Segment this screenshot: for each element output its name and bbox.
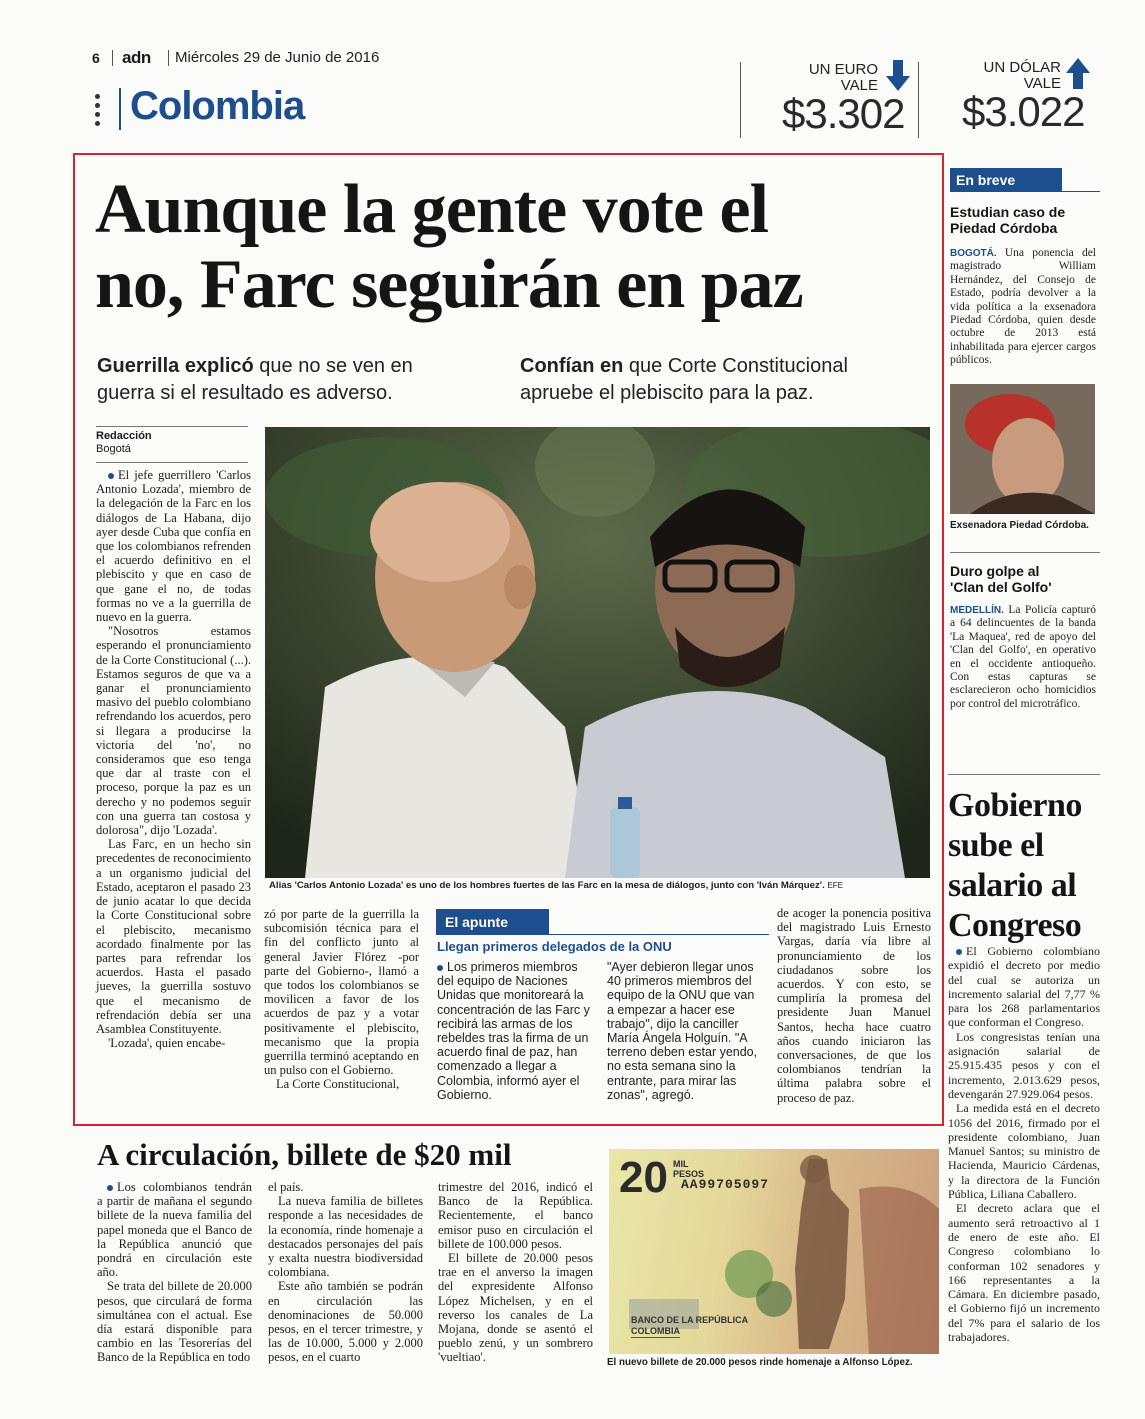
- deck-left-line1: que no se ven en: [253, 355, 413, 377]
- bullet-icon: [107, 1185, 113, 1191]
- billete-mil: MIL: [673, 1159, 689, 1169]
- paragraph: Los colombianos tendrán a partir de mañana el segundo billete de la nueva familia del papel moneda que el Banco de la República anunció que pondrá en circulación este año.: [97, 1180, 252, 1280]
- photo-caption: [269, 880, 929, 891]
- dolar-label-line1: UN DÓLAR: [983, 59, 1061, 76]
- billete-bank-line2: COLOMBIA: [631, 1326, 680, 1336]
- paragraph: El Gobierno colombiano expidió el decreto por medio del cual se autoriza un incremento salarial del 7,77 % para los 268 parlamentarios que conforman el Congreso.: [948, 944, 1100, 1030]
- billete-unit: [673, 1159, 704, 1179]
- billete-denomination: 20: [619, 1153, 668, 1202]
- section-title: Colombia: [130, 84, 305, 128]
- paragraph: Las Farc, en un hecho sin precedentes de reconocimiento a un organismo judicial del Estado, aceptaron el pasado 23 de junio acatar lo que decida la Corte Constitucional sobre el plebiscito, mecanismo acordado finalmente por las partes para refrendar los acuerdos. Hasta el pasado jueves, la guerrilla sostuvo que el mecanismo de refrendación debía ser una Asamblea Constituyente.: [96, 837, 251, 1036]
- congreso-headline-line: salario al: [948, 867, 1077, 904]
- paragraph: Los congresistas tenían una asignación salarial de 25.915.435 pesos y con el incremento, 2.013.629 pesos, devengarán 27.929.064 pesos.: [948, 1029, 1100, 1101]
- billete-pesos: PESOS: [673, 1169, 705, 1179]
- section-divider: [119, 88, 121, 130]
- paragraph: La nueva familia de billetes responde a las necesidades de la economía, rinde homenaje a destacados personajes del país y exalta nuestra biodiversidad colombiana.: [268, 1194, 423, 1280]
- deck-right: [520, 353, 935, 407]
- arrow-up-icon: [1066, 58, 1090, 90]
- billete-caption: El nuevo billete de 20.000 pesos rinde homenaje a Alfonso López.: [607, 1357, 913, 1368]
- deck-right-line2: apruebe el plebiscito para la paz.: [520, 382, 814, 404]
- brief2-headline-line1: Duro golpe al: [950, 563, 1040, 579]
- photo-caption-text: Alias 'Carlos Antonio Lozada' es uno de los hombres fuertes de las Farc en la mesa de diálogos, junto con 'Iván Márquez'.: [269, 880, 825, 891]
- congreso-body: [948, 944, 1100, 1344]
- byline-author: Redacción: [96, 430, 152, 442]
- bullet-icon: [108, 473, 114, 479]
- piedad-photo: [950, 384, 1095, 514]
- congreso-headline-line: Gobierno: [948, 787, 1082, 824]
- bottom-col3: [438, 1180, 593, 1365]
- main-headline-line2: no, Farc seguirán en paz: [95, 246, 803, 323]
- brief1-headline: [950, 204, 1100, 236]
- sidebar-divider: [948, 774, 1100, 775]
- brief1-location: BOGOTÁ.: [950, 248, 997, 259]
- paragraph: el país.: [268, 1180, 304, 1194]
- apunte-tag: El apunte: [436, 909, 549, 935]
- main-col3: [777, 906, 931, 1105]
- byline-rule: [96, 462, 248, 463]
- apunte-rule: [549, 934, 769, 935]
- paragraph: El decreto aclara que el aumento será retroactivo al 1 de enero de este año. El Congreso colombiano lo conforman 102 senadores y 166 representantes a la Cámara. En diciembre pasado, el Gobierno fijó un incremento del 7% para el salario de los trabajadores.: [948, 1201, 1100, 1345]
- paragraph: La Corte Constitucional,: [276, 1077, 400, 1092]
- brief1-headline-line1: Estudian caso de: [950, 204, 1066, 220]
- brief1-text: [950, 247, 1096, 368]
- main-col1: [96, 468, 251, 1050]
- euro-label-line1: UN EURO: [808, 61, 878, 78]
- currency-divider: [740, 62, 741, 138]
- brief2-text: [950, 604, 1096, 711]
- brief2-headline-line2: 'Clan del Golfo': [950, 579, 1052, 595]
- apunte-col-b: [607, 960, 762, 1102]
- brief2-headline: [950, 563, 1100, 595]
- paragraph: Este año también se podrán en circulación las denominaciones de 50.000 pesos, en el tercer trimestre, y las de 10.000, 5.000 y 2.000 pesos, en el cuarto: [268, 1279, 423, 1365]
- paragraph: zó por parte de la guerrilla la subcomisión técnica para el fin del conflicto junto al general Javier Flórez -por parte del Gobierno-, llamó a que todos los colombianos se movilicen a favor de los acuerdos de paz y a votar positivamente el plebiscito, mecanismo que la propia guerrilla terminó aceptando en un pulso con el Gobierno.: [264, 907, 419, 1078]
- deck-right-line1: que Corte Constitucional: [623, 355, 848, 377]
- euro-label-line2: VALE: [840, 77, 878, 94]
- main-col2: [264, 907, 419, 1092]
- bottom-col1: [97, 1180, 252, 1365]
- piedad-photo-image: [950, 384, 1095, 514]
- euro-value: $3.302: [782, 90, 905, 137]
- deck-left-bold: Guerrilla explicó: [97, 355, 254, 377]
- billete-image: [609, 1149, 939, 1354]
- brand-logo: adn: [122, 48, 151, 67]
- congreso-headline: [948, 786, 1098, 946]
- bullet-icon: [956, 949, 962, 955]
- deck-left: [97, 353, 512, 407]
- brief2-body: La Policía capturó a 64 delincuentes de la banda 'La Maquea', red de apoyo del 'Clan del Golfo', en operativo en el occidente antioqueño. Con estas capturas se esclarecieron ocho homicidios por control del microtráfico.: [950, 604, 1096, 710]
- brief1-body: Una ponencia del magistrado William Hernández, del Consejo de Estado, podría devolver a la vida política a la exsenadora Piedad Córdoba, quien desde octubre de 2013 está inhabilitada para ejercer cargos públicos.: [950, 247, 1096, 367]
- paragraph: Los primeros miembros del equipo de Naciones Unidas que monitoreará la concentración de las Farc y recibirá las armas de los rebeldes tras la firma de un acuerdo final de paz, han comenzado a llegar a Colombia, informó ayer el Gobierno.: [437, 960, 590, 1102]
- deck-left-line2: guerra si el resultado es adverso.: [97, 382, 393, 404]
- paragraph: La medida está en el decreto 1056 del 2016, firmado por el presidente colombiano, Juan Manuel Santos; su ministro de Hacienda, Mauricio Cárdenas, y la directora de la Función Pública, Liliana Caballero.: [948, 1101, 1100, 1202]
- billete-serial: AA99705097: [681, 1177, 770, 1192]
- bottom-headline: A circulación, billete de $20 mil: [97, 1137, 512, 1172]
- deck-right-bold: Confían en: [520, 355, 624, 377]
- brief1-headline-line2: Piedad Córdoba: [950, 220, 1058, 236]
- main-headline-line1: Aunque la gente vote el: [95, 171, 769, 248]
- billete-bank-line1: BANCO DE LA REPÚBLICA: [631, 1315, 749, 1325]
- bullet-icon: [437, 965, 443, 971]
- header-divider: [168, 50, 169, 66]
- apunte-col-a: [437, 960, 592, 1102]
- paragraph: "Ayer debieron llegar unos 40 primeros miembros del equipo de la ONU que van a empezar a hacer ese trabajo", dijo la canciller María Ángela Holguín. "A terreno deben estar yendo, no esta semana sino la entrante, para mirar las zonas", agregó.: [607, 960, 758, 1102]
- bottom-col2: [268, 1180, 423, 1365]
- paragraph: trimestre del 2016, indicó el Banco de la República. Recientemente, el banco emisor puso en circulación el billete de 100.000 pesos.: [438, 1180, 593, 1251]
- brief-divider: [950, 552, 1100, 553]
- paragraph: El jefe guerrillero 'Carlos Antonio Lozada', miembro de la delegación de la Farc en los diálogos de La Habana, dijo ayer desde Cuba que confía en que los colombianos refrenden el acuerdo definitivo en el plebiscito y que en caso de que gane el no, de todas formas no ve a la guerrilla de nuevo en la guerra.: [96, 468, 251, 625]
- piedad-caption: Exsenadora Piedad Córdoba.: [950, 520, 1089, 531]
- dolar-label-line2: VALE: [1023, 75, 1061, 92]
- paragraph: Se trata del billete de 20.000 pesos, que circulará de forma simultánea con el actual. Ese día estará disponible para cambio en las Tesorerías del Banco de la República en todo: [97, 1279, 252, 1365]
- main-headline: [95, 172, 935, 322]
- billete-bank: [631, 1315, 748, 1338]
- paragraph: "Nosotros estamos esperando el pronunciamiento de la Corte Constitucional (...). Estamos seguros de que va a ganar el pronunciamiento masivo del pueblo colombiano refrendando los acuerdos, pero si llegara a producirse la victoria del 'no', no consideramos que eso tenga que dar al traste con el proceso, porque la paz es un derecho y no podemos seguir con una guerra tan costosa y dolorosa", dijo 'Lozada'.: [96, 624, 251, 838]
- byline-rule: [96, 426, 248, 427]
- section-dots-icon: [95, 94, 101, 130]
- dolar-value: $3.022: [962, 88, 1085, 135]
- main-photo-image: [265, 427, 930, 878]
- paragraph: 'Lozada', quien encabe-: [108, 1036, 226, 1051]
- photo-credit: EFE: [827, 881, 843, 890]
- paragraph: El billete de 20.000 pesos trae en el anverso la imagen del expresidente Alfonso López Michelsen, y en el reverso los canales de La Mojana, donde se asentó el pueblo zenú, y un sombrero 'vueltiao'.: [438, 1251, 593, 1365]
- byline-city: Bogotá: [96, 443, 131, 455]
- apunte-title: Llegan primeros delegados de la ONU: [437, 939, 672, 954]
- main-photo: [265, 427, 930, 878]
- paragraph: de acoger la ponencia positiva del magistrado Luis Ernesto Vargas, daría vía libre al pronunciamiento de los ciudadanos sobre los acuerdos. Y con esto, se cumpliría la promesa del presidente Juan Manuel Santos, hecha hace cuatro años cuando iniciaron las conversaciones, de que los colombianos tendrían la última palabra sobre el proceso de paz.: [777, 906, 931, 1105]
- page-number: 6: [92, 50, 100, 66]
- brief2-location: MEDELLÍN.: [950, 605, 1004, 616]
- byline: [96, 430, 152, 456]
- congreso-headline-line: sube el: [948, 827, 1044, 864]
- en-breve-rule: [1062, 191, 1100, 192]
- en-breve-tag: En breve: [950, 168, 1062, 192]
- header-divider: [112, 50, 113, 66]
- currency-divider: [918, 62, 919, 138]
- arrow-down-icon: [886, 60, 910, 92]
- congreso-headline-line: Congreso: [948, 907, 1082, 944]
- issue-date: Miércoles 29 de Junio de 2016: [175, 49, 380, 66]
